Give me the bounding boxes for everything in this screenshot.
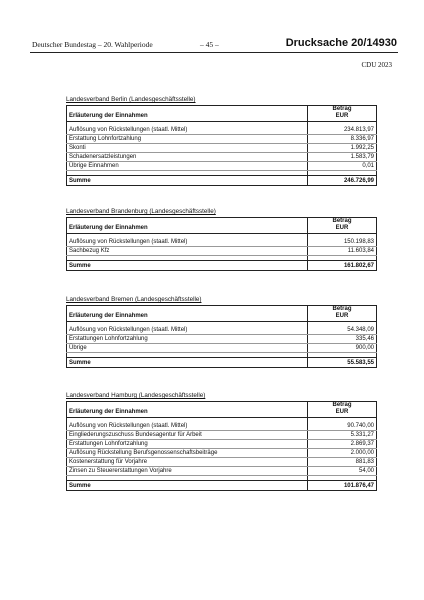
sum-label: Summe: [67, 261, 308, 271]
amount-header-line1: Betrag: [332, 402, 352, 408]
section-title: Landesverband Hamburg (Landesgeschäftsstelle): [66, 392, 206, 399]
party-year-label: CDU 2023: [361, 61, 392, 69]
amount-header-line2: EUR: [335, 113, 349, 119]
table-row: [67, 449, 377, 458]
sum-amount: 55.583,55: [308, 358, 377, 368]
amount-header-line2: EUR: [335, 409, 349, 415]
section-brandenburg: [66, 207, 377, 271]
row-label: Auflösung von Rückstellungen (staatl. Mittel): [67, 238, 308, 247]
row-amount: 2.869,37: [308, 440, 377, 449]
row-label: Erstattungen Lohnfortzahlung: [67, 440, 308, 449]
column-header-amount: [308, 306, 377, 322]
table-header-row: [67, 106, 377, 122]
column-header-amount: [308, 218, 377, 234]
row-amount: 0,01: [308, 162, 377, 171]
section-title: Landesverband Brandenburg (Landesgeschäftsstelle): [66, 208, 216, 215]
sum-label: Summe: [67, 176, 308, 186]
income-table: [66, 305, 377, 368]
row-label: Auflösung von Rückstellungen (staatl. Mittel): [67, 422, 308, 431]
column-header-description: Erläuterung der Einnahmen: [67, 106, 308, 122]
column-header-description: Erläuterung der Einnahmen: [67, 218, 308, 234]
row-amount: 8.336,97: [308, 135, 377, 144]
sum-label: Summe: [67, 358, 308, 368]
table-row: [67, 422, 377, 431]
table-row: [67, 431, 377, 440]
sum-row: [67, 176, 377, 186]
income-table: [66, 105, 377, 186]
row-label: Übrige: [67, 344, 308, 353]
section-title: Landesverband Berlin (Landesgeschäftsstelle): [66, 96, 196, 103]
row-label: Erstattungen Lohnfortzahlung: [67, 335, 308, 344]
header-doc-label: Drucksache 20/: [285, 37, 367, 49]
row-amount: 335,46: [308, 335, 377, 344]
row-amount: 5.331,27: [308, 431, 377, 440]
amount-header-line1: Betrag: [332, 306, 352, 312]
table-header-row: [67, 218, 377, 234]
row-amount: 2.000,00: [308, 449, 377, 458]
row-amount: 234.813,97: [308, 126, 377, 135]
table-row: [67, 458, 377, 467]
row-label: Auflösung Rückstellung Berufsgenossenschaftsbeiträge: [67, 449, 308, 458]
table-row: [67, 126, 377, 135]
header-page-number: – 45 –: [200, 40, 219, 49]
row-amount: 54.348,09: [308, 326, 377, 335]
income-table: [66, 217, 377, 271]
header-rule: [30, 52, 398, 53]
column-header-amount: [308, 402, 377, 418]
sum-row: [67, 481, 377, 491]
row-label: Eingliederungszuschuss Bundesagentur für Arbeit: [67, 431, 308, 440]
row-label: Auflösung von Rückstellungen (staatl. Mittel): [67, 326, 308, 335]
column-header-description: Erläuterung der Einnahmen: [67, 306, 308, 322]
table-row: [67, 326, 377, 335]
sum-amount: 246.726,99: [308, 176, 377, 186]
table-row: [67, 344, 377, 353]
amount-header-line2: EUR: [335, 225, 349, 231]
table-row: [67, 162, 377, 171]
amount-header-line1: Betrag: [332, 218, 352, 224]
row-amount: 150.198,83: [308, 238, 377, 247]
header-doc-id: 14930: [366, 37, 397, 49]
section-bremen: [66, 295, 377, 368]
sum-amount: 161.802,67: [308, 261, 377, 271]
table-header-row: [67, 402, 377, 418]
table-row: [67, 467, 377, 476]
column-header-amount: [308, 106, 377, 122]
row-label: Auflösung von Rückstellungen (staatl. Mittel): [67, 126, 308, 135]
row-amount: 54,00: [308, 467, 377, 476]
section-title: Landesverband Bremen (Landesgeschäftsstelle): [66, 296, 202, 303]
income-table: [66, 401, 377, 491]
table-row: [67, 144, 377, 153]
table-row: [67, 247, 377, 256]
row-amount: 90.740,00: [308, 422, 377, 431]
amount-header-line1: Betrag: [332, 106, 352, 112]
sum-label: Summe: [67, 481, 308, 491]
sum-row: [67, 358, 377, 368]
row-label: Übrige Einnahmen: [67, 162, 308, 171]
section-hamburg: [66, 391, 377, 491]
table-row: [67, 153, 377, 162]
row-amount: 900,00: [308, 344, 377, 353]
row-label: Zinsen zu Steuererstattungen Vorjahre: [67, 467, 308, 476]
sum-amount: 101.876,47: [308, 481, 377, 491]
row-label: Schadenersatzleistungen: [67, 153, 308, 162]
amount-header-line2: EUR: [335, 313, 349, 319]
row-amount: 881,83: [308, 458, 377, 467]
header-document-number: [286, 37, 397, 49]
row-amount: 11.603,84: [308, 247, 377, 256]
table-header-row: [67, 306, 377, 322]
column-header-description: Erläuterung der Einnahmen: [67, 402, 308, 418]
header-parliament: Deutscher Bundestag – 20. Wahlperiode: [32, 40, 153, 49]
row-label: Erstattung Lohnfortzahlung: [67, 135, 308, 144]
row-label: Skonti: [67, 144, 308, 153]
sum-row: [67, 261, 377, 271]
row-label: Sachbezug Kfz: [67, 247, 308, 256]
table-row: [67, 238, 377, 247]
table-row: [67, 440, 377, 449]
table-row: [67, 135, 377, 144]
row-label: Kostenerstattung für Vorjahre: [67, 458, 308, 467]
row-amount: 1.992,25: [308, 144, 377, 153]
table-row: [67, 335, 377, 344]
row-amount: 1.583,79: [308, 153, 377, 162]
section-berlin: [66, 95, 377, 186]
